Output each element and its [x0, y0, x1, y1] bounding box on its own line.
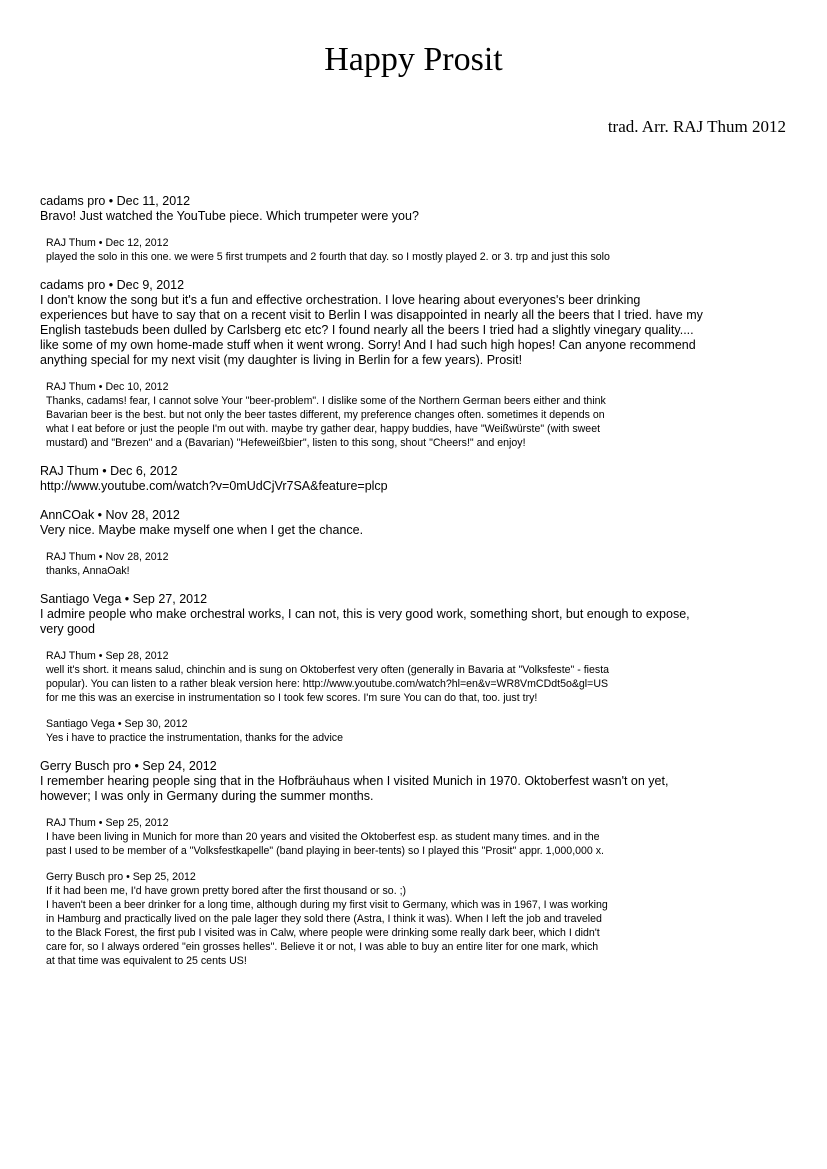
comment	[40, 592, 730, 637]
comment	[40, 464, 730, 494]
reply	[46, 717, 730, 745]
comment-header: cadams pro • Dec 9, 2012	[40, 278, 185, 292]
reply-header: RAJ Thum • Nov 28, 2012	[46, 551, 169, 563]
comment	[40, 759, 730, 804]
reply-body: thanks, AnnaOak!	[46, 565, 130, 577]
reply	[46, 649, 730, 705]
reply-body: Yes i have to practice the instrumentation, thanks for the advice	[46, 732, 343, 744]
reply-body: I have been living in Munich for more than 20 years and visited the Oktoberfest esp. as student many times. and in the past I used to be member of a "Volksfestkapelle" (band playing in beer-tents) so I played this "Prosit" appr. 1,000,000 x.	[46, 831, 604, 857]
comment	[40, 194, 730, 224]
comment-link[interactable]: http://www.youtube.com/watch?v=0mUdCjVr7SA&feature=plcp	[40, 479, 388, 493]
comment-header: cadams pro • Dec 11, 2012	[40, 194, 191, 208]
comment	[40, 278, 730, 368]
reply-body: If it had been me, I'd have grown pretty bored after the first thousand or so. ;) I haven't been a beer drinker for a long time, although during my first visit to Germany, which was in 1967, I was working in Hamburg and practically lived on the pale lager they sold there (Astra, I think it was). When I left the job and traveled to the Black Forest, the first pub I visited was in Calw, where people were drinking some really dark beer, which I didn't care for, so I always ordered "ein grosses helles". Believe it or not, I was able to buy an entire liter for one mark, which at that time was equivalent to 25 cents US!	[46, 885, 608, 967]
arrangement-credit: trad. Arr. RAJ Thum 2012	[607, 117, 786, 136]
reply-header: Santiago Vega • Sep 30, 2012	[46, 718, 188, 730]
reply-header: RAJ Thum • Sep 25, 2012	[46, 817, 169, 829]
reply-header: Gerry Busch pro • Sep 25, 2012	[46, 871, 196, 883]
comment-header: RAJ Thum • Dec 6, 2012	[40, 464, 178, 478]
reply-body: Thanks, cadams! fear, I cannot solve Your "beer-problem". I dislike some of the Northern German beers either and think Bavarian beer is the best. but not only the beer tastes different, my preference changes often. sometimes it depends on what I eat before or just the people I'm out with. maybe try gather dear, happy buddies, have "Weißwürste" (with sweet mustard) and "Brezen" and a (Bavarian) "Hefeweißbier", listen to this song, shout "Cheers!" and enjoy!	[46, 395, 606, 449]
comment-body: I remember hearing people sing that in the Hofbräuhaus when I visited Munich in 1970. Oktoberfest wasn't on yet, however; I was only in Germany during the summer months.	[40, 774, 669, 803]
reply	[46, 236, 730, 264]
reply-header: RAJ Thum • Dec 10, 2012	[46, 381, 169, 393]
reply	[46, 816, 730, 858]
comment-header: Gerry Busch pro • Sep 24, 2012	[40, 759, 217, 773]
reply	[46, 550, 730, 578]
comment-body: Very nice. Maybe make myself one when I get the chance.	[40, 523, 364, 537]
reply-header: RAJ Thum • Dec 12, 2012	[46, 237, 169, 249]
reply	[46, 380, 730, 450]
comment-thread	[40, 194, 730, 968]
comment-header: AnnCOak • Nov 28, 2012	[40, 508, 180, 522]
reply	[46, 870, 730, 968]
reply-header: RAJ Thum • Sep 28, 2012	[46, 650, 169, 662]
comment-body: I admire people who make orchestral works, I can not, this is very good work, something short, but enough to expose, very good	[40, 607, 690, 636]
comment-body: I don't know the song but it's a fun and effective orchestration. I love hearing about everyones's beer drinking experiences but have to say that on a recent visit to Berlin I was disappointed in nearly all the beers that I tried. have my English tastebuds been dulled by Carlsberg etc etc? I found nearly all the beers I tried had a slightly vinegary quality.... like some of my own home-made stuff when it went wrong. Sorry! And I had such high hopes! Can anyone recommend anything special for my next visit (my daughter is living in Berlin for a few years). Prosit!	[40, 293, 703, 367]
reply-body: well it's short. it means salud, chinchin and is sung on Oktoberfest very often (generally in Bavaria at "Volksfeste" - fiesta popular). You can listen to a rather bleak version here: http://www.youtube.com/watch?hl=en&v=WR8VmCDdt5o&gl=US for me this was an exercise in instrumentation so I took few scores. I'm sure You can do that, too. just try!	[46, 664, 610, 704]
comment-body: Bravo! Just watched the YouTube piece. Which trumpeter were you?	[40, 209, 419, 223]
reply-body: played the solo in this one. we were 5 first trumpets and 2 fourth that day. so I mostly played 2. or 3. trp and just this solo	[46, 251, 610, 263]
document-title: Happy Prosit	[324, 41, 503, 78]
comment	[40, 508, 730, 538]
comment-header: Santiago Vega • Sep 27, 2012	[40, 592, 208, 606]
